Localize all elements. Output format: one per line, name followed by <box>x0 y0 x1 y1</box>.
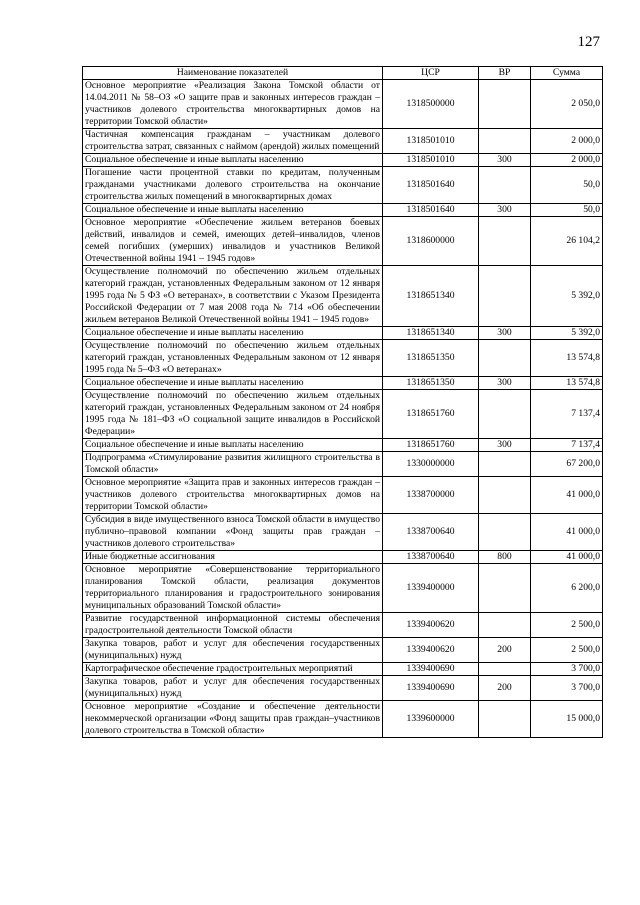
row-vr <box>479 129 531 154</box>
row-csr: 1318501640 <box>383 167 479 204</box>
row-name: Социальное обеспечение и иные выплаты населению <box>83 377 383 390</box>
table-row <box>83 340 603 377</box>
row-sum: 41 000,0 <box>531 514 603 551</box>
row-vr <box>479 663 531 676</box>
row-vr <box>479 701 531 738</box>
row-vr: 200 <box>479 638 531 663</box>
row-vr <box>479 390 531 439</box>
table-row <box>83 613 603 638</box>
row-vr <box>479 477 531 514</box>
row-vr: 800 <box>479 551 531 564</box>
row-vr: 300 <box>479 439 531 452</box>
row-vr <box>479 167 531 204</box>
table-row <box>83 551 603 564</box>
table-row <box>83 477 603 514</box>
page-number: 127 <box>577 34 600 50</box>
row-sum: 2 000,0 <box>531 129 603 154</box>
header-sum: Сумма <box>531 67 603 80</box>
row-name: Основное мероприятие «Обеспечение жильем ветеранов боевых действий, инвалидов и семей, имеющих детей–инвалидов, членов семей погибших (умерших) инвалидов и участников Великой Отечественной войны 1941 – 1945 годов» <box>83 217 383 266</box>
row-csr: 1339400620 <box>383 638 479 663</box>
row-sum: 6 200,0 <box>531 564 603 613</box>
row-name: Субсидия в виде имущественного взноса Томской области в имущество публично–правовой компании «Фонд защиты прав граждан – участников долевого строительства» <box>83 514 383 551</box>
row-csr: 1339400620 <box>383 613 479 638</box>
row-sum: 7 137,4 <box>531 390 603 439</box>
row-csr: 1318651340 <box>383 327 479 340</box>
row-csr: 1318501640 <box>383 204 479 217</box>
row-sum: 2 500,0 <box>531 638 603 663</box>
row-csr: 1318651760 <box>383 439 479 452</box>
row-csr: 1318651760 <box>383 390 479 439</box>
table-row <box>83 327 603 340</box>
table-row <box>83 377 603 390</box>
row-csr: 1339400690 <box>383 663 479 676</box>
row-vr: 300 <box>479 154 531 167</box>
row-name: Закупка товаров, работ и услуг для обеспечения государственных (муниципальных) нужд <box>83 676 383 701</box>
row-vr <box>479 514 531 551</box>
table-row <box>83 204 603 217</box>
row-name: Основное мероприятие «Защита прав и законных интересов граждан – участников долевого строительства многоквартирных домов на территории Томской области» <box>83 477 383 514</box>
row-csr: 1318501010 <box>383 129 479 154</box>
row-vr: 200 <box>479 676 531 701</box>
table-row <box>83 564 603 613</box>
row-name: Осуществление полномочий по обеспечению жильем отдельных категорий граждан, установленных Федеральным законом от 24 ноября 1995 года № 181–ФЗ «О социальной защите инвалидов в Российской Федерации» <box>83 390 383 439</box>
row-name: Картографическое обеспечение градостроительных мероприятий <box>83 663 383 676</box>
row-csr: 1338700640 <box>383 514 479 551</box>
row-csr: 1338700640 <box>383 551 479 564</box>
table-row <box>83 167 603 204</box>
row-csr: 1318501010 <box>383 154 479 167</box>
row-name: Иные бюджетные ассигнования <box>83 551 383 564</box>
header-name: Наименование показателей <box>83 67 383 80</box>
row-vr <box>479 613 531 638</box>
table-row <box>83 439 603 452</box>
row-csr: 1318651340 <box>383 266 479 327</box>
row-name: Социальное обеспечение и иные выплаты населению <box>83 154 383 167</box>
header-csr: ЦСР <box>383 67 479 80</box>
row-vr: 300 <box>479 204 531 217</box>
row-name: Осуществление полномочий по обеспечению жильем отдельных категорий граждан, установленных Федеральным законом от 12 января 1995 года № 5–ФЗ «О ветеранах» <box>83 340 383 377</box>
row-vr <box>479 340 531 377</box>
row-vr <box>479 80 531 129</box>
table-row <box>83 390 603 439</box>
table-row <box>83 217 603 266</box>
row-sum: 5 392,0 <box>531 266 603 327</box>
row-csr: 1318651350 <box>383 340 479 377</box>
row-name: Основное мероприятие «Создание и обеспечение деятельности некоммерческой организации «Фонд защиты прав граждан–участников долевого строительства в Томской области» <box>83 701 383 738</box>
row-vr <box>479 452 531 477</box>
table-row <box>83 266 603 327</box>
row-name: Погашение части процентной ставки по кредитам, полученным гражданами участниками долевого строительства на окончание строительства жилых помещений в многоквартирных домах <box>83 167 383 204</box>
table-row <box>83 638 603 663</box>
row-sum: 41 000,0 <box>531 477 603 514</box>
table-row <box>83 676 603 701</box>
row-sum: 50,0 <box>531 167 603 204</box>
table-row <box>83 701 603 738</box>
row-csr: 1338700000 <box>383 477 479 514</box>
row-sum: 2 000,0 <box>531 154 603 167</box>
row-vr: 300 <box>479 377 531 390</box>
budget-table <box>82 66 603 738</box>
row-csr: 1318651350 <box>383 377 479 390</box>
row-name: Осуществление полномочий по обеспечению жильем отдельных категорий граждан, установленных Федеральным законом от 12 января 1995 года № 5 ФЗ «О ветеранах», в соответствии с Указом Президента Российской Федерации от 7 мая 2008 года № 714 «Об обеспечении жильем ветеранов Великой Отечественной войны 1941 – 1945 годов» <box>83 266 383 327</box>
table-row <box>83 80 603 129</box>
row-csr: 1330000000 <box>383 452 479 477</box>
row-sum: 41 000,0 <box>531 551 603 564</box>
table-row <box>83 129 603 154</box>
table-header-row <box>83 67 603 80</box>
header-vr: ВР <box>479 67 531 80</box>
row-sum: 15 000,0 <box>531 701 603 738</box>
row-name: Развитие государственной информационной системы обеспечения градостроительной деятельности Томской области <box>83 613 383 638</box>
row-sum: 67 200,0 <box>531 452 603 477</box>
row-vr: 300 <box>479 327 531 340</box>
row-csr: 1318500000 <box>383 80 479 129</box>
row-sum: 3 700,0 <box>531 663 603 676</box>
row-csr: 1318600000 <box>383 217 479 266</box>
table-row <box>83 452 603 477</box>
row-vr <box>479 564 531 613</box>
row-vr <box>479 266 531 327</box>
table-row <box>83 154 603 167</box>
table-row <box>83 514 603 551</box>
row-sum: 5 392,0 <box>531 327 603 340</box>
row-sum: 3 700,0 <box>531 676 603 701</box>
row-name: Закупка товаров, работ и услуг для обеспечения государственных (муниципальных) нужд <box>83 638 383 663</box>
row-name: Частичная компенсация гражданам – участникам долевого строительства затрат, связанных с наймом (арендой) жилых помещений <box>83 129 383 154</box>
row-name: Социальное обеспечение и иные выплаты населению <box>83 204 383 217</box>
row-sum: 2 050,0 <box>531 80 603 129</box>
table-row <box>83 663 603 676</box>
row-csr: 1339400000 <box>383 564 479 613</box>
row-name: Социальное обеспечение и иные выплаты населению <box>83 327 383 340</box>
row-sum: 7 137,4 <box>531 439 603 452</box>
row-sum: 13 574,8 <box>531 340 603 377</box>
row-name: Основное мероприятие «Реализация Закона Томской области от 14.04.2011 № 58–ОЗ «О защите прав и законных интересов граждан – участников долевого строительства многоквартирных домов на территории Томской области» <box>83 80 383 129</box>
row-name: Социальное обеспечение и иные выплаты населению <box>83 439 383 452</box>
row-sum: 50,0 <box>531 204 603 217</box>
row-sum: 13 574,8 <box>531 377 603 390</box>
row-sum: 2 500,0 <box>531 613 603 638</box>
row-name: Подпрограмма «Стимулирование развития жилищного строительства в Томской области» <box>83 452 383 477</box>
row-csr: 1339600000 <box>383 701 479 738</box>
row-sum: 26 104,2 <box>531 217 603 266</box>
row-name: Основное мероприятие «Совершенствование территориального планирования Томской области, реализация документов территориального планирования и градостроительного зонирования муниципальных образований Томской области» <box>83 564 383 613</box>
row-csr: 1339400690 <box>383 676 479 701</box>
row-vr <box>479 217 531 266</box>
